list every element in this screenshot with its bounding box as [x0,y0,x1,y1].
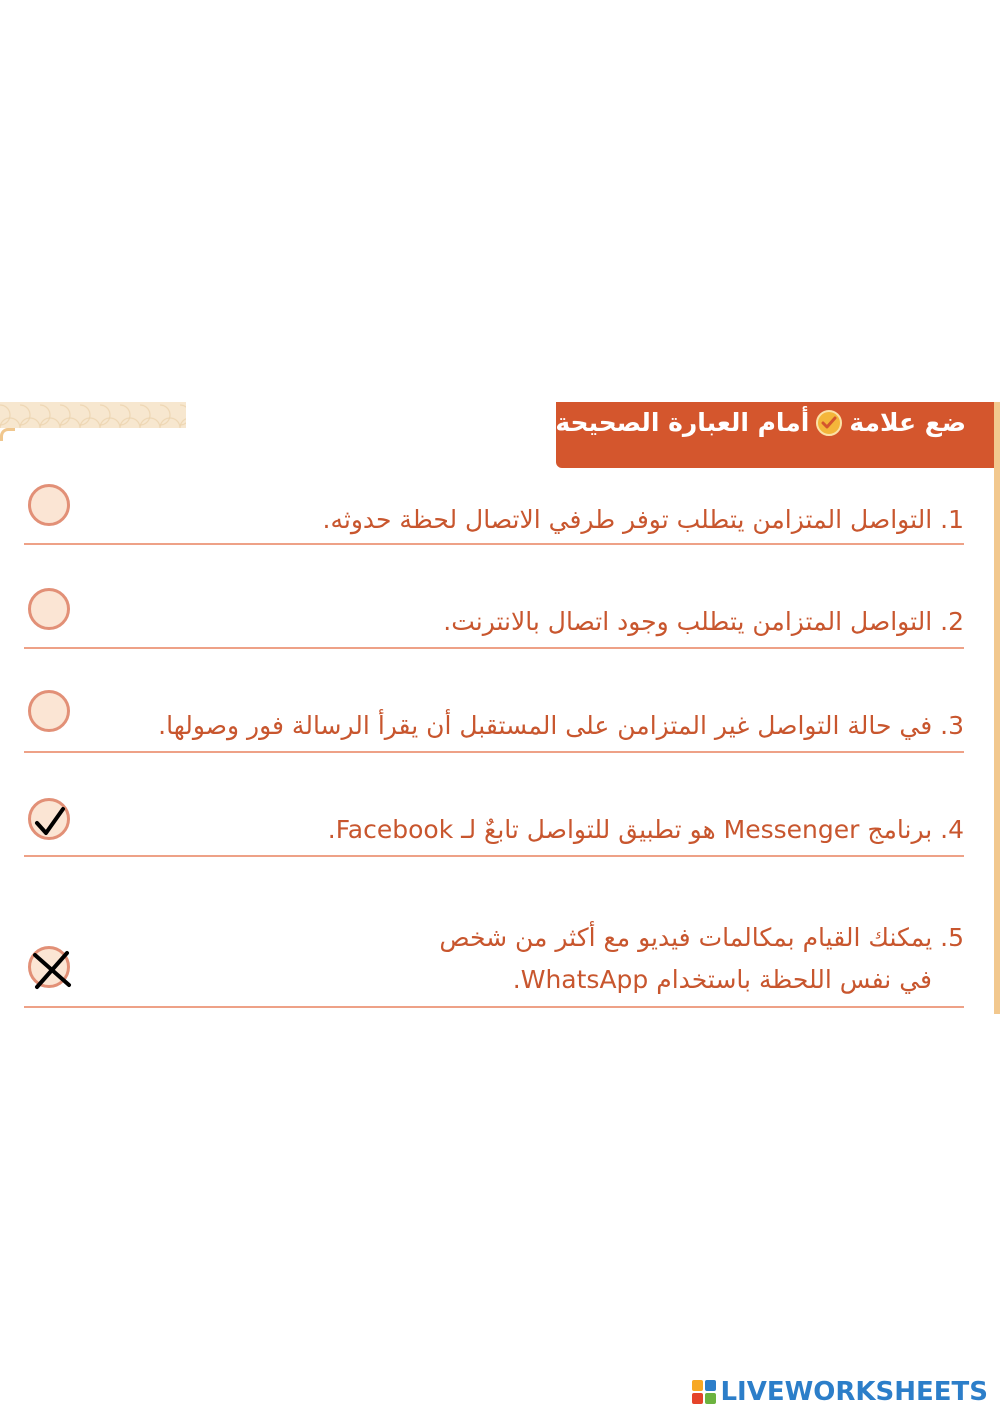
answer-circle-5[interactable] [28,946,70,988]
divider-line [24,855,964,857]
cross-mark-icon [31,949,73,991]
decorative-pattern [0,402,186,428]
watermark-text: LIVEWORKSHEETS [720,1377,988,1407]
liveworksheets-logo-icon [692,1380,716,1404]
check-badge-icon [816,410,842,436]
instruction-header [556,402,994,468]
check-mark-icon [31,801,73,843]
question-text-3: 3. في حالة التواصل غير المتزامن على المستقبل أن يقرأ الرسالة فور وصولها. [158,711,964,740]
liveworksheets-watermark [692,1375,988,1409]
question-text-1: 1. التواصل المتزامن يتطلب توفر طرفي الاتصال لحظة حدوثه. [322,505,964,534]
question-row-3 [24,688,964,758]
question-row-2 [24,584,964,654]
divider-line [24,1006,964,1008]
question-text-4: 4. برنامج Messenger هو تطبيق للتواصل تابعٌ لـ Facebook. [327,815,964,844]
side-bar [994,402,1000,1014]
worksheet [0,402,1000,1014]
instruction-title [555,408,966,438]
question-text-5-line-1: 5. يمكنك القيام بمكالمات فيديو مع أكثر من شخص [439,923,964,952]
divider-line [24,751,964,753]
corner-decoration [0,428,15,441]
divider-line [24,647,964,649]
question-row-4 [24,792,964,862]
question-row-1 [24,480,964,550]
answer-circle-4[interactable] [28,798,70,840]
answer-circle-2[interactable] [28,588,70,630]
question-text-5-line-2: في نفس اللحظة باستخدام WhatsApp. [512,965,932,994]
question-row-5 [24,910,964,1010]
answer-circle-3[interactable] [28,690,70,732]
question-text-2: 2. التواصل المتزامن يتطلب وجود اتصال بالانترنت. [443,607,964,636]
answer-circle-1[interactable] [28,484,70,526]
instruction-text-start: ضع علامة [849,408,966,437]
divider-line [24,543,964,545]
instruction-text-end: أمام العبارة الصحيحة [555,408,810,437]
